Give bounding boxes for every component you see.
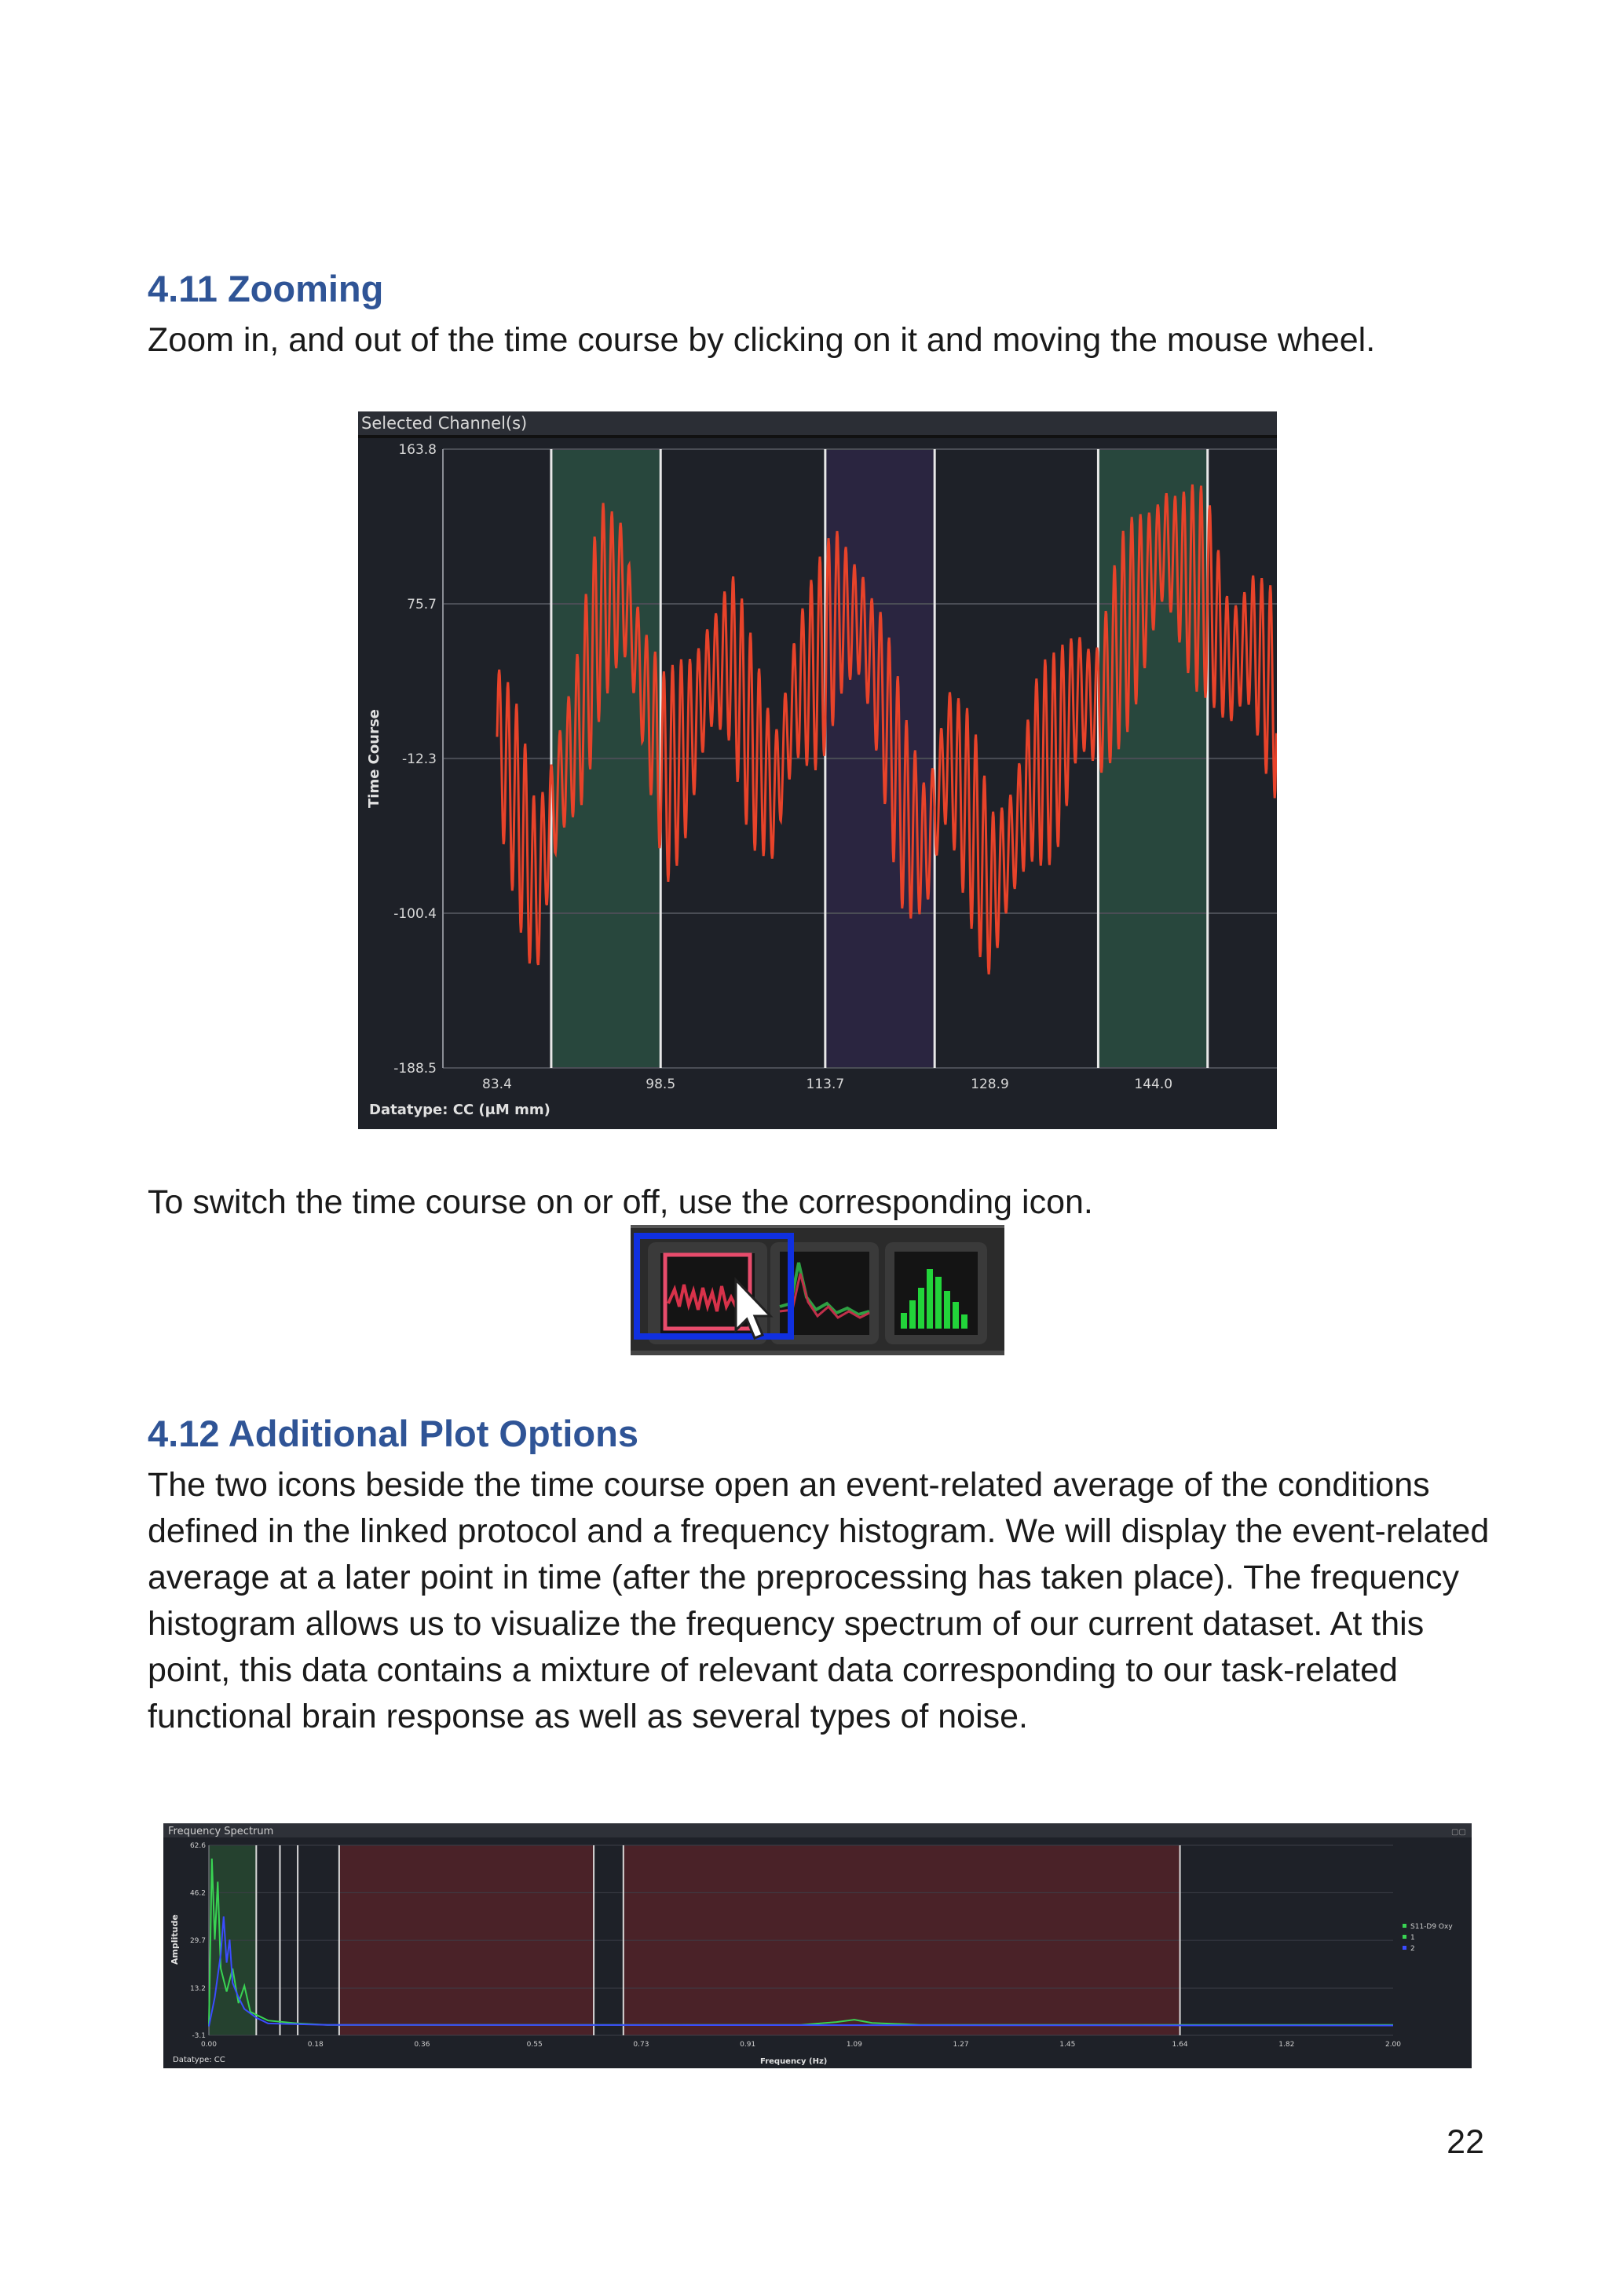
x-tick-label: 1.45 [1059, 2041, 1076, 2049]
frequency-histogram-icon[interactable] [885, 1242, 987, 1344]
x-tick-label: 128.9 [971, 1077, 1009, 1092]
time-course-datatype: Datatype: CC (μM mm) [369, 1102, 550, 1118]
section-4-12-body: The two icons beside the time course open an event-related average of the conditions defined in the linked protocol and a frequency histogram. We will display the event-related average at a later point in time (after the preprocessing has taken place). The frequency histogram allows us to visualize the frequency spectrum of our current dataset. At this point, this data contains a mixture of relevant data corresponding to our task-related functional brain response as well as several types of noise. [148, 1466, 1490, 1735]
time-course-ylabel: Time Course [366, 709, 382, 808]
frequency-spectrum-figure[interactable] [163, 1823, 1472, 2068]
y-tick-label: 62.6 [189, 1842, 206, 1850]
plot-icons-toolbar [631, 1225, 1004, 1355]
legend-swatch [1403, 1946, 1406, 1950]
x-tick-label: 0.55 [526, 2041, 543, 2049]
x-tick-label: 144.0 [1134, 1077, 1173, 1092]
x-tick-label: 1.09 [846, 2041, 862, 2049]
y-tick-label: 29.7 [189, 1937, 206, 1946]
x-tick-label: 1.27 [953, 2041, 969, 2049]
time-course-title: Selected Channel(s) [361, 414, 528, 433]
x-tick-label: 0.36 [414, 2041, 430, 2049]
legend-swatch [1403, 1935, 1406, 1939]
frequency-spectrum-title: Frequency Spectrum [168, 1826, 274, 1837]
frequency-xlabel: Frequency (Hz) [760, 2057, 828, 2066]
y-tick-label: -100.4 [393, 905, 437, 922]
section-4-11-heading: 4.11 Zooming [148, 268, 384, 309]
y-tick-label: -3.1 [192, 2032, 206, 2040]
switch-instructions: To switch the time course on or off, use the corresponding icon. [148, 1183, 1093, 1221]
time-course-figure[interactable] [358, 411, 1277, 1129]
legend-label: S11-D9 Oxy [1410, 1923, 1453, 1931]
x-tick-label: 98.5 [646, 1077, 676, 1092]
x-tick-label: 1.64 [1172, 2041, 1188, 2049]
time-course-chart[interactable] [358, 411, 1277, 1129]
y-tick-label: 75.7 [407, 597, 437, 613]
y-tick-label: 163.8 [398, 442, 437, 458]
x-tick-label: 0.91 [740, 2041, 756, 2049]
x-tick-label: 83.4 [482, 1077, 512, 1092]
y-tick-label: 46.2 [189, 1889, 206, 1898]
legend-label: 1 [1410, 1934, 1415, 1942]
frequency-spectrum-chart[interactable] [163, 1823, 1472, 2068]
y-tick-label: -12.3 [402, 751, 437, 767]
section-4-11-body: Zoom in, and out of the time course by clicking on it and moving the mouse wheel. [148, 321, 1376, 359]
event-related-average-icon[interactable] [770, 1242, 879, 1344]
x-tick-label: 1.82 [1278, 2041, 1295, 2049]
legend-swatch [1403, 1924, 1406, 1928]
legend-label: 2 [1410, 1945, 1415, 1953]
x-tick-label: 113.7 [806, 1077, 845, 1092]
x-tick-label: 0.18 [307, 2041, 324, 2049]
x-tick-label: 2.00 [1384, 2041, 1402, 2049]
time-course-title-divider [358, 435, 1277, 438]
x-tick-label: 0.00 [200, 2041, 218, 2049]
section-4-12-heading: 4.12 Additional Plot Options [148, 1413, 638, 1454]
window-restore-button[interactable]: ▢▢ [1451, 1828, 1466, 1837]
y-tick-label: 13.2 [189, 1984, 206, 1993]
frequency-datatype: Datatype: CC [173, 2056, 225, 2064]
y-tick-label: -188.5 [393, 1061, 437, 1077]
x-tick-label: 0.73 [633, 2041, 649, 2049]
page-number: 22 [1447, 2123, 1484, 2161]
frequency-ylabel: Amplitude [170, 1914, 180, 1965]
